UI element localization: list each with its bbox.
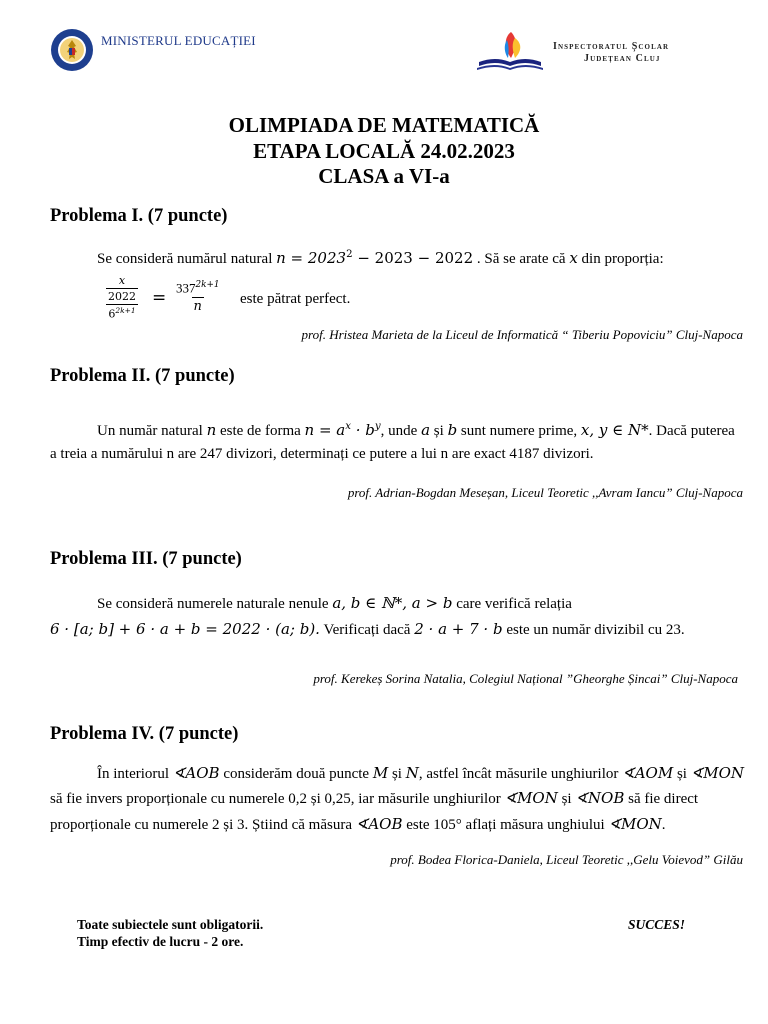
olympiad-title: OLIMPIADA DE MATEMATICĂ bbox=[228, 113, 540, 137]
problem-1-statement-line1: Se consideră numărul natural $n = 2023^2 - 2023 - 2022$ . Să se arate că x din proporția: bbox=[97, 249, 664, 267]
problem-4-title: Problema IV. (7 puncte) bbox=[50, 724, 239, 744]
problem-1-left-fraction: $\frac{\frac{x}{2022}}{6^{2k+1}}$ bbox=[108, 274, 136, 321]
problem-2-title: Problema II. (7 puncte) bbox=[50, 366, 235, 386]
class-title: CLASA a VI-a bbox=[318, 164, 450, 188]
problem-4-statement-line3: proporționale cu numerele 2 și 3. Știind că măsura ∢AOB este 105° aflați măsura unghiului ∢MON. bbox=[50, 815, 666, 833]
footer-success: SUCCES! bbox=[628, 917, 686, 932]
ministry-name: MINISTERUL EDUCAȚIEI bbox=[101, 33, 256, 48]
problem-4-statement-line1: În interiorul ∢AOB considerăm două puncte M și N, astfel încât măsurile unghiurilor ∢AOM și ∢MON bbox=[97, 764, 745, 782]
inspectorate-name-line1: Inspectoratul Școlar bbox=[553, 41, 670, 52]
problem-2-author: prof. Adrian-Bogdan Meseșan, Liceul Teoretic ,,Avram Iancu” Cluj-Napoca bbox=[347, 485, 743, 500]
footer-time-note: Timp efectiv de lucru - 2 ore. bbox=[77, 934, 244, 949]
government-seal-logo bbox=[50, 28, 94, 72]
problem-1-title: Problema I. (7 puncte) bbox=[50, 206, 228, 226]
problem-3-title: Problema III. (7 puncte) bbox=[50, 549, 242, 569]
footer-mandatory-note: Toate subiectele sunt obligatorii. bbox=[77, 917, 264, 932]
problem-4-author: prof. Bodea Florica-Daniela, Liceul Teoretic ,,Gelu Voievod” Gilău bbox=[390, 852, 743, 867]
problem-1-equals: = bbox=[152, 288, 167, 308]
problem-1-right-fraction: $\frac{337^{2k+1}}{n}$ bbox=[176, 280, 220, 315]
stage-date-title: ETAPA LOCALĂ 24.02.2023 bbox=[253, 139, 515, 163]
inspectorate-book-logo bbox=[475, 28, 545, 76]
problem-3-statement-line2: 6 · [a; b] + 6 · a + b = 2022 · (a; b). Verificați dacă 2 · a + 7 · b este un număr divizibil cu 23. bbox=[50, 620, 685, 638]
problem-3-author: prof. Kerekeș Sorina Natalia, Colegiul Național ”Gheorghe Șincai” Cluj-Napoca bbox=[313, 671, 738, 686]
problem-1-statement-end: este pătrat perfect. bbox=[240, 291, 351, 307]
problem-2-statement-line2: a treia a numărului n are 247 divizori, determinați ce putere a lui n are exact 4187 divizori. bbox=[50, 446, 594, 462]
problem-2-statement-line1: Un număr natural n este de forma $n = a^x \cdot b^y$, unde a și b sunt numere prime, x, y ∈ N*. Dacă puterea bbox=[97, 421, 735, 439]
problem-4-statement-line2: să fie invers proporționale cu numerele 0,2 și 0,25, iar măsurile unghiurilor ∢MON și ∢NOB să fie direct bbox=[50, 789, 699, 807]
inspectorate-name-line2: Județean Cluj bbox=[584, 53, 661, 64]
problem-1-author: prof. Hristea Marieta de la Liceul de Informatică “ Tiberiu Popoviciu” Cluj-Napoca bbox=[301, 327, 743, 342]
problem-3-statement-line1: Se consideră numerele naturale nenule a, b ∈ ℕ*, a > b care verifică relația bbox=[97, 594, 572, 612]
